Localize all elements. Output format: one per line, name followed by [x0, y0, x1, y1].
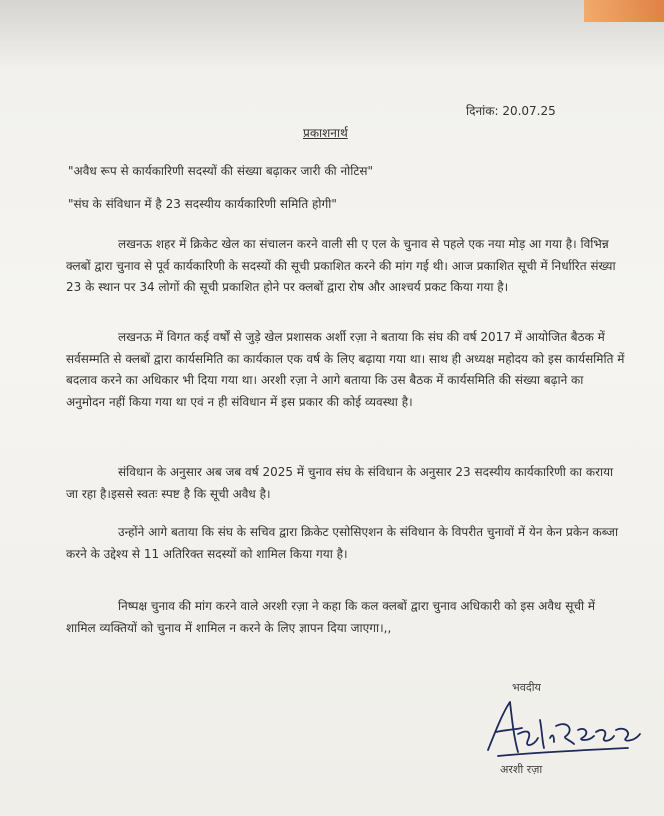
press-release-heading: प्रकाशनार्थ	[303, 126, 348, 140]
headline-quote-1: "अवैध रूप से कार्यकारिणी सदस्यों की संख्या बढ़ाकर जारी की नोटिस"	[68, 164, 374, 178]
paragraph-text: लखनऊ शहर में क्रिकेट खेल का संचालन करने वाली सी ए एल के चुनाव से पहले एक नया मोड़ आ गया है। विभिन्न क्लबों द्वारा चुनाव से पूर्व कार्यकारिणी के सदस्यों की सूची प्रकाशित करने की मांग गई थी। आज प्रकाशित सूची में निर्धारित संख्या 23 के स्थान पर 34 लोगों की सूची प्रकाशित होने पर क्लबों द्वारा रोष और आश्चर्य प्रकट किया गया है।	[66, 237, 616, 294]
body-paragraph-1	[66, 234, 626, 299]
orange-tape-corner	[584, 0, 664, 22]
paragraph-text: निष्पक्ष चुनाव की मांग करने वाले अरशी रज़ा ने कहा कि कल क्लबों द्वारा चुनाव अधिकारी को इस अवैध सूची में शामिल व्यक्तियों को चुनाव में शामिल न करने के लिए ज्ञापन दिया जाएगा।,,	[66, 599, 596, 635]
paragraph-text: संविधान के अनुसार अब जब वर्ष 2025 में चुनाव संघ के संविधान के अनुसार 23 सदस्यीय कार्यकारिणी का कराया जा रहा है।इससे स्वतः स्पष्ट है कि सूची अवैध है।	[66, 465, 614, 501]
closing-salutation: भवदीय	[512, 681, 541, 694]
headline-quote-2: "संघ के संविधान में है 23 सदस्यीय कार्यकारिणी समिति होगी"	[68, 197, 337, 211]
body-paragraph-5	[66, 596, 626, 639]
body-paragraph-3	[66, 462, 626, 505]
page-shadow	[0, 0, 664, 70]
body-paragraph-2	[66, 327, 626, 413]
handwritten-signature	[478, 690, 648, 770]
body-paragraph-4	[66, 522, 626, 565]
date-line: दिनांक: 20.07.25	[466, 104, 556, 118]
paragraph-text: लखनऊ में विगत कई वर्षों से जुड़े खेल प्रशासक अर्शी रज़ा ने बताया कि संघ की वर्ष 2017 में आयोजित बैठक में सर्वसम्मति से क्लबों द्वारा कार्यसमिति का कार्यकाल एक वर्ष के लिए बढ़ाया गया था। साथ ही अध्यक्ष महोदय को इस कार्यसमिति में बदलाव करने का अधिकार भी दिया गया था। अरशी रज़ा ने आगे बताया कि उस बैठक में कार्यसमिति की संख्या बढ़ाने का अनुमोदन नहीं किया गया था एवं न ही संविधान में इस प्रकार की कोई व्यवस्था है।	[66, 330, 625, 409]
paragraph-text: उन्होंने आगे बताया कि संघ के सचिव द्वारा क्रिकेट एसोसिएशन के संविधान के विपरीत चुनावों में येन केन प्रकेन कब्जा करने के उद्देश्य से 11 अतिरिक्त सदस्यों को शामिल किया गया है।	[66, 525, 619, 561]
signatory-name: अरशी रज़ा	[500, 763, 543, 776]
